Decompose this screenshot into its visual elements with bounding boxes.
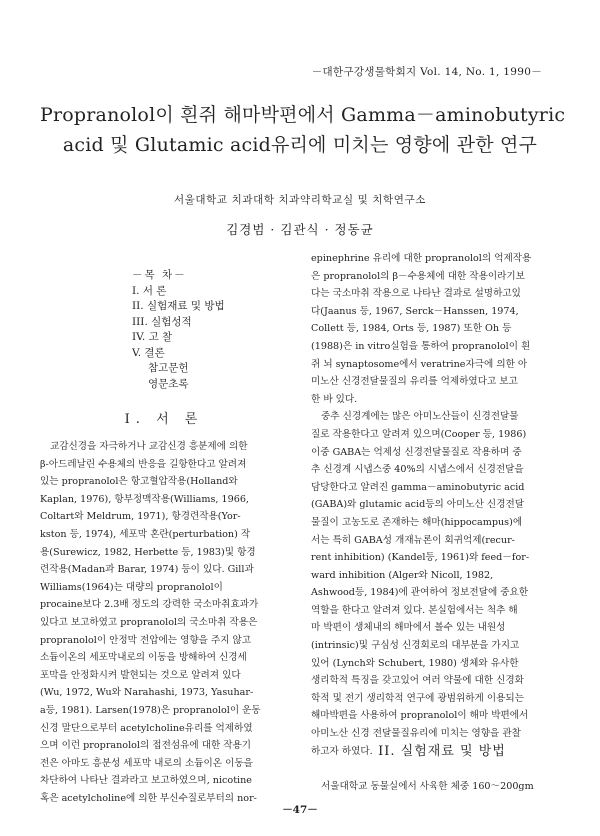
text-line: 질로 작용한다고 알려져 있으며(Cooper 등, 1986)	[311, 428, 527, 440]
text-line: 신경 말단으로부터 acetylcholine유리를 억제하였	[40, 722, 253, 734]
text-line: 있어 (Lynch와 Schubert, 1980) 생체와 유사한	[311, 657, 519, 669]
toc-sub-item: 영문초록	[148, 377, 189, 390]
text-line: 소듐이온의 세포막내로의 이동을 방해하여 신경세	[40, 652, 247, 664]
text-line: 있다고 보고하였고 propranolol의 국소마취 작용은	[40, 616, 258, 628]
toc-item: V. 결론	[132, 346, 165, 359]
text-line: 있는 propranolol은 항고혈압작용(Holland와	[40, 476, 238, 488]
affiliation: 서울대학교 치과대학 치과약리학교실 및 치학연구소	[173, 194, 427, 206]
toc-heading: －목 차－	[132, 269, 187, 281]
text-line: β-아드레날린 수용체의 반응을 길항한다고 알려져	[40, 458, 247, 470]
text-line: 이중 GABA는 억제성 신경전달물질로 작용하며 중	[311, 446, 522, 458]
text-line: Williams(1964)는 대량의 propranolol이	[40, 581, 223, 593]
text-line: 담당한다고 알려진 gamma－aminobutyric acid	[311, 481, 525, 493]
page-number: －47－	[282, 804, 318, 816]
title-line-2: acid 및 Glutamic acid유리에 미치는 영향에 관한 연구	[62, 134, 538, 156]
text-line: 한 바 있다.	[311, 393, 358, 405]
toc-item: II. 실험재료 및 방법	[132, 300, 225, 312]
text-line: procaine보다 2.3배 정도의 강력한 국소마취효과가	[40, 599, 259, 611]
text-line: kston 등, 1974), 세포막 혼란(perturbation) 작	[40, 528, 251, 540]
section-heading-methods: II. 실험재료 및 방법	[378, 744, 506, 759]
text-line: 은 propranolol의 β－수용체에 대한 작용이라기보	[311, 270, 525, 282]
text-line: Collett 등, 1984, Orts 등, 1987) 또한 Oh 등	[311, 323, 512, 335]
text-line: 쥐 뇌 synaptosome에서 veratrine자극에 의한 아	[311, 358, 528, 370]
table-of-contents	[132, 268, 225, 392]
toc-item: III. 실험성적	[132, 315, 192, 328]
text-line: 혹은 acetylcholine에 의한 부신수질로부터의 nor-	[40, 792, 257, 804]
methods-first-line: 서울대학교 동물실에서 사육한 체중 160～200gm	[321, 781, 534, 792]
paper-title	[40, 100, 566, 160]
right-column-text	[311, 250, 573, 760]
text-line: (Wu, 1972, Wu와 Narahashi, 1973, Yasuhar-	[40, 687, 254, 699]
text-line: 전은 아마도 흥분성 세포막 내로의 소듐이온 이동을	[40, 757, 253, 769]
text-line: 역할을 한다고 알려져 있다. 본실험에서는 척추 해	[311, 604, 518, 616]
text-line: ward inhibition (Alger와 Nicoll, 1982,	[311, 569, 494, 581]
text-line: 미노산 신경전달물질의 유리를 억제하였다고 보고	[311, 376, 518, 388]
journal-header: －대한구강생물학회지 Vol. 14, No. 1, 1990－	[311, 66, 542, 78]
text-line: Ashwood등, 1984)에 관여하여 정보전달에 중요한	[311, 587, 529, 599]
text-line: 포막을 안정화시켜 발현되는 것으로 알려져 있다	[40, 669, 241, 681]
toc-item: I. 서 론	[132, 284, 167, 297]
text-line: a등, 1981). Larsen(1978)은 propranolol이 운동	[40, 704, 261, 716]
text-line: 마 박편이 생체내의 해마에서 볼수 있는 내원성	[311, 622, 506, 634]
text-line: Coltart와 Meldrum, 1971), 항경련작용(Yor-	[40, 511, 241, 523]
text-line: 련작용(Madan과 Barar, 1974) 등이 있다. Gill과	[40, 564, 254, 576]
text-line: 다(Jaanus 등, 1967, Serck－Hanssen, 1974,	[311, 305, 519, 317]
text-line: 학적 및 전기 생리학적 연구에 광범위하게 이용되는	[311, 692, 524, 704]
authors: 김경범 · 김관식 · 정동균	[226, 222, 374, 237]
text-line: 다는 국소마취 작용으로 나타난 결과로 설명하고있	[311, 288, 521, 300]
text-line: 차단하여 나타난 결과라고 보고하였으며, nicotine	[40, 775, 252, 787]
text-line: 서는 특히 GABA성 개재뉴론이 회귀억제(recur-	[311, 534, 515, 546]
text-line: 생리학적 특징을 갖고있어 여러 약물에 대한 신경화	[311, 675, 524, 687]
text-line: 중추 신경계에는 많은 아미노산들이 신경전달물	[321, 411, 519, 423]
text-line: (intrinsic)및 구심성 신경회로의 대부분을 가지고	[311, 640, 520, 652]
text-line: Kaplan, 1976), 항부정맥작용(Williams, 1966,	[40, 493, 249, 505]
text-line: (1988)은 in vitro실험을 통하여 propranolol이 흰	[311, 340, 531, 352]
text-line: propranolol이 안정막 전압에는 영향을 주지 않고	[40, 634, 252, 646]
text-line: 으며 이런 propranolol의 접전섬유에 대한 작용기	[40, 740, 252, 752]
text-line: rent inhibition) (Kandel등, 1961)와 feed－for-	[311, 552, 530, 564]
text-line: 용(Surewicz, 1982, Herbette 등, 1983)및 항경	[40, 546, 256, 558]
toc-sub-item: 참고문헌	[148, 362, 189, 374]
text-line: 추 신경계 시냅스중 40%의 시냅스에서 신경전달을	[311, 464, 524, 476]
left-column-text	[40, 438, 298, 807]
text-line: (GABA)와 glutamic acid등의 아미노산 신경전달	[311, 499, 525, 511]
text-line: 물질이 고농도로 존재하는 해마(hippocampus)에	[311, 516, 523, 528]
text-line: 하고자 하였다.	[311, 745, 373, 757]
section-heading-introduction: I. 서 론	[124, 412, 204, 427]
text-line: epinephrine 유리에 대한 propranolol의 억제작용	[311, 253, 532, 264]
text-line: 교감신경을 자극하거나 교감신경 흥분제에 의한	[50, 441, 248, 452]
text-line: 해마박편을 사용하여 propranolol이 해마 박편에서	[311, 710, 529, 722]
title-line-1: Propranolol이 흰쥐 해마박편에서 Gamma－aminobutyric	[40, 104, 566, 126]
toc-item: IV. 고 찰	[132, 331, 173, 343]
text-line: 아미노산 신경 전달물질유리에 미치는 영향을 관찰	[311, 728, 521, 740]
